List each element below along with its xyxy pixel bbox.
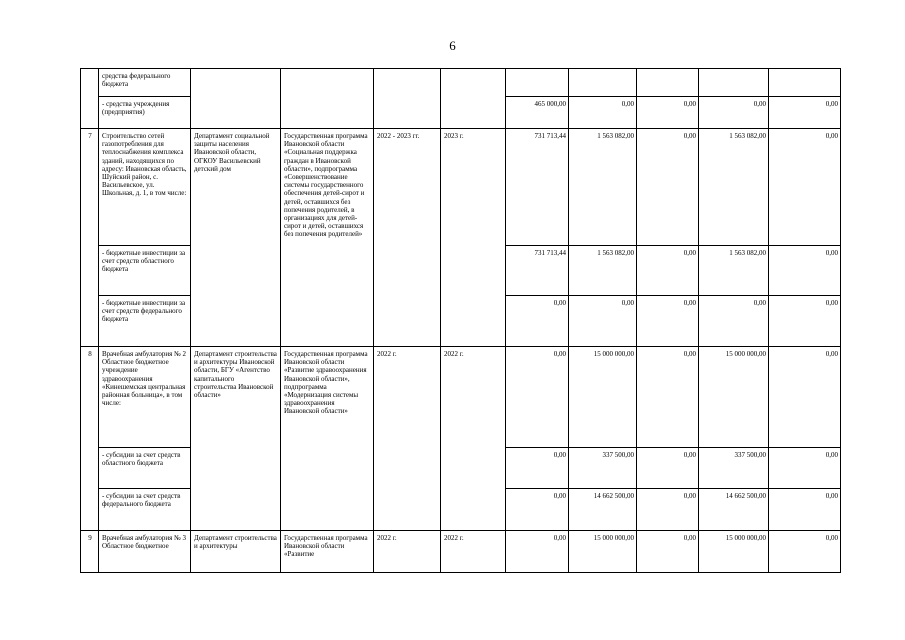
cell-value: 1 563 082,00 [699, 129, 769, 246]
cell-value: 0,00 [637, 347, 699, 448]
cell-program: Государственная программа Ивановской области «Социальная поддержка граждан в Ивановской области», подпрограмма «Совершенствование системы государственного обеспечения детей-сирот и детей, оставшихся без попечения родителей, в организациях для детей-сирот и детей, оставшихся без попечения родителей» [281, 129, 374, 347]
cell-value: 0,00 [506, 489, 569, 531]
cell-value: 0,00 [506, 448, 569, 489]
cell-value: 1 563 082,00 [569, 246, 637, 296]
cell-label: - субсидии за счет средств федерального бюджета [99, 489, 191, 531]
cell-value: 0,00 [769, 296, 841, 347]
cell-label: - бюджетные инвестиции за счет средств федерального бюджета [99, 296, 191, 347]
cell-program: Государственная программа Ивановской области «Развитие здравоохранения Ивановской области», подпрограмма «Модернизация системы здравоохранения Ивановской области» [281, 347, 374, 531]
cell-value: 0,00 [506, 296, 569, 347]
cell-program: Государственная программа Ивановской области «Развитие [281, 531, 374, 573]
cell-value: 0,00 [769, 246, 841, 296]
investment-table [80, 68, 841, 573]
cell-number: 7 [81, 129, 99, 347]
cell-value: 0,00 [769, 448, 841, 489]
cell-value: 15 000 000,00 [699, 531, 769, 573]
cell-value: 0,00 [637, 129, 699, 246]
cell-value: 0,00 [769, 489, 841, 531]
table-row [81, 129, 841, 246]
cell-object-name: Врачебная амбулатория № 3 Областное бюджетное [99, 531, 191, 573]
cell-customer: Департамент социальной защиты населения Ивановской области, ОГКОУ Васильевский детский дом [191, 129, 281, 347]
cell-value: 0,00 [699, 296, 769, 347]
cell-value: 465 000,00 [506, 97, 569, 129]
cell-value: 1 563 082,00 [569, 129, 637, 246]
cell-number [81, 69, 99, 129]
cell-value: 0,00 [569, 296, 637, 347]
table-row [81, 531, 841, 573]
cell-value: 0,00 [637, 489, 699, 531]
cell-customer: Департамент строительства и архитектуры [191, 531, 281, 573]
cell-label: - бюджетные инвестиции за счет средств областного бюджета [99, 246, 191, 296]
cell-label: - средства учреждения (предприятия) [99, 97, 191, 129]
cell-year: 2022 г. [441, 347, 506, 531]
cell-label: - субсидии за счет средств областного бюджета [99, 448, 191, 489]
cell-period: 2022 г. [374, 347, 441, 531]
cell-value: 0,00 [769, 129, 841, 246]
table-row [81, 347, 841, 448]
cell-value: 337 500,00 [569, 448, 637, 489]
page-number: 6 [449, 38, 456, 53]
cell-value: 15 000 000,00 [699, 347, 769, 448]
table-row [81, 69, 841, 97]
cell-year: 2023 г. [441, 129, 506, 347]
cell-period: 2022 г. [374, 531, 441, 573]
cell-value: 1 563 082,00 [699, 246, 769, 296]
cell-label: средства федерального бюджета [99, 69, 191, 97]
cell-value: 0,00 [769, 531, 841, 573]
cell-value: 0,00 [637, 296, 699, 347]
cell-value: 0,00 [637, 531, 699, 573]
cell-value: 0,00 [637, 448, 699, 489]
cell-value: 731 713,44 [506, 246, 569, 296]
cell-customer: Департамент строительства и архитектуры Ивановской области, БГУ «Агентство капитального строительства Ивановской области» [191, 347, 281, 531]
cell-value: 731 713,44 [506, 129, 569, 246]
cell-number: 9 [81, 531, 99, 573]
cell-value: 15 000 000,00 [569, 347, 637, 448]
cell-value: 0,00 [769, 347, 841, 448]
cell-value: 0,00 [699, 97, 769, 129]
cell-object-name: Строительство сетей газопотребления для теплоснабжения комплекса зданий, находящихся по адресу: Ивановская область, Шуйский район, с. Васильевское, ул. Школьная, д. 1, в том числе: [99, 129, 191, 246]
cell-value: 0,00 [637, 97, 699, 129]
cell-value: 14 662 500,00 [699, 489, 769, 531]
cell-value: 0,00 [769, 97, 841, 129]
cell-value: 14 662 500,00 [569, 489, 637, 531]
cell-value: 0,00 [637, 246, 699, 296]
cell-value: 15 000 000,00 [569, 531, 637, 573]
cell-number: 8 [81, 347, 99, 531]
cell-value: 0,00 [506, 347, 569, 448]
cell-object-name: Врачебная амбулатория № 2 Областное бюджетное учреждение здравоохранения «Кинешемская центральная районная больница», в том числе: [99, 347, 191, 448]
cell-period: 2022 - 2023 гг. [374, 129, 441, 347]
cell-value: 0,00 [506, 531, 569, 573]
cell-year: 2022 г. [441, 531, 506, 573]
cell-value: 337 500,00 [699, 448, 769, 489]
cell-value: 0,00 [569, 97, 637, 129]
